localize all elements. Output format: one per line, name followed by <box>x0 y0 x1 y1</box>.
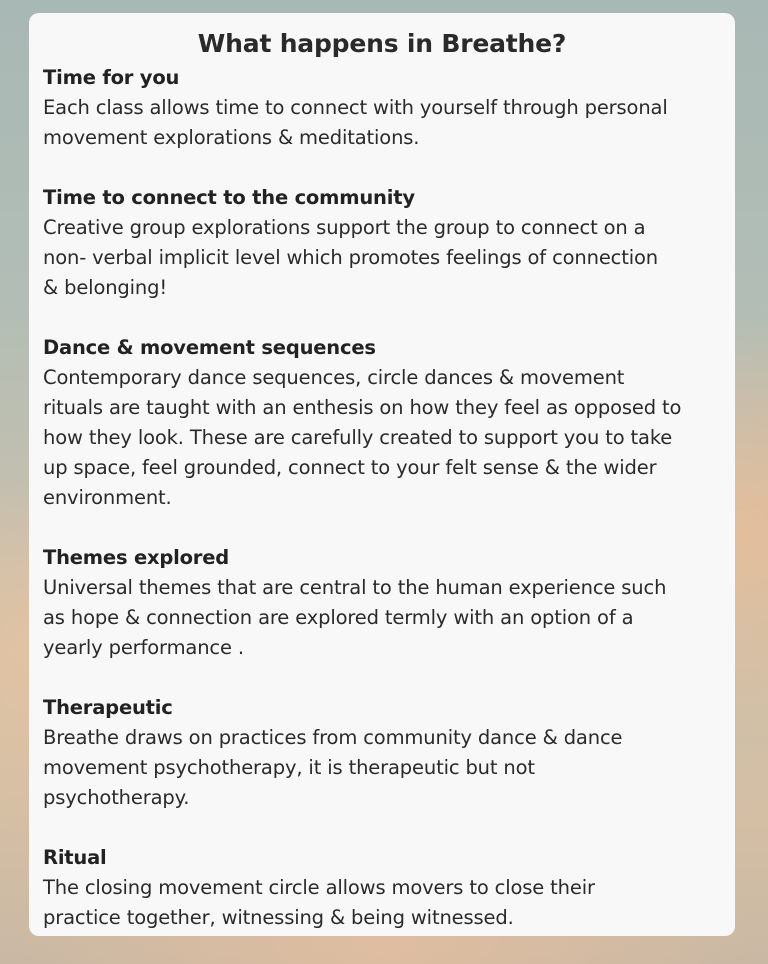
section-heading: Time to connect to the community <box>43 186 415 209</box>
section-text-line: Contemporary dance sequences, circle dances & movement <box>43 366 625 389</box>
page-title: What happens in Breathe? <box>197 29 567 58</box>
section-text-line: psychotherapy. <box>43 786 190 809</box>
section-ritual <box>43 843 735 933</box>
section-text-line: as hope & connection are explored termly with an option of a <box>43 606 634 629</box>
section-text-line: non- verbal implicit level which promotes feelings of connection <box>43 246 659 269</box>
section-text-line: Breathe draws on practices from community dance & dance <box>43 726 623 749</box>
section-heading: Dance & movement sequences <box>43 336 376 359</box>
section-text-line: rituals are taught with an enthesis on how they feel as opposed to <box>43 396 682 419</box>
section-text-line: movement psychotherapy, it is therapeutic but not <box>43 756 535 779</box>
info-card <box>29 13 735 936</box>
section-heading: Themes explored <box>43 546 229 569</box>
section-therapeutic <box>43 693 735 813</box>
section-text-line: Each class allows time to connect with yourself through personal <box>43 96 668 119</box>
section-text-line: movement explorations & meditations. <box>43 126 420 149</box>
section-community <box>43 183 735 303</box>
section-text-line: up space, feel grounded, connect to your felt sense & the wider <box>43 456 657 479</box>
section-text-line: Universal themes that are central to the human experience such <box>43 576 667 599</box>
section-text-line: & belonging! <box>43 276 168 299</box>
section-text-line: yearly performance . <box>43 636 244 659</box>
section-heading: Therapeutic <box>43 696 173 719</box>
section-heading: Time for you <box>43 66 180 89</box>
section-text-line: Creative group explorations support the group to connect on a <box>43 216 646 239</box>
section-themes-explored <box>43 543 735 663</box>
section-dance-sequences <box>43 333 735 513</box>
section-time-for-you <box>43 63 735 153</box>
section-heading: Ritual <box>43 846 107 869</box>
section-text-line: environment. <box>43 486 172 509</box>
section-text-line: practice together, witnessing & being witnessed. <box>43 906 514 929</box>
section-text-line: how they look. These are carefully created to support you to take <box>43 426 673 449</box>
section-text-line: The closing movement circle allows movers to close their <box>43 876 595 899</box>
